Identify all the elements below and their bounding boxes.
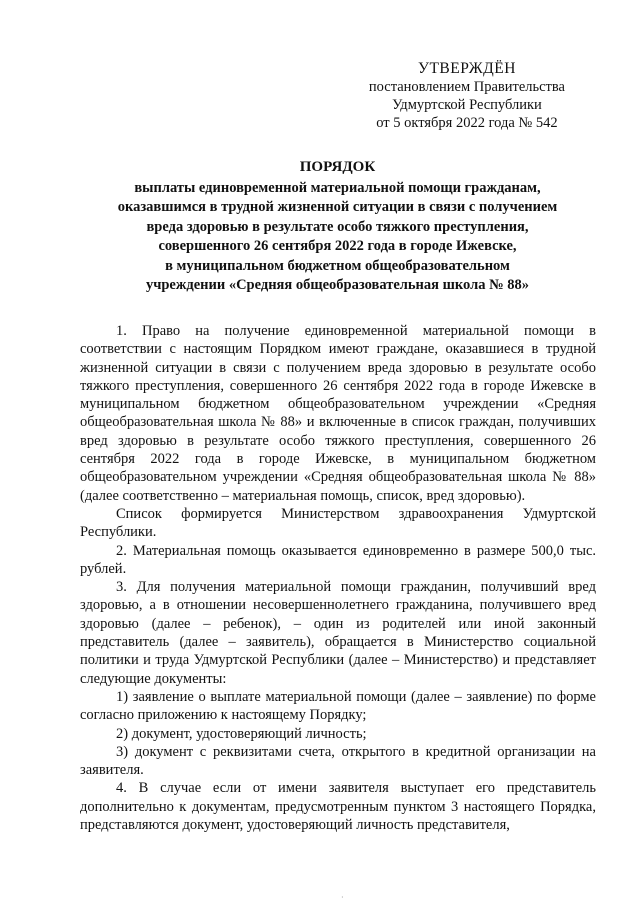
paragraph: 4. В случае если от имени заявителя выступает его представитель дополнительно к документам, предусмотренным пунктом 3 настоящего Порядка, представляются документ, удостоверяющий личность представителя, xyxy=(80,780,596,834)
scan-mark: · xyxy=(341,893,344,902)
paragraph: 1. Право на получение единовременной материальной помощи в соответствии с настоящим Порядком имеют граждане, оказавшиеся в трудной жизненной ситуации в связи с получением вреда здоровью в результате особо тяжкого преступления, совершенного 26 сентября 2022 года в городе Ижевске в муниципальном бюджетном общеобразовательном учреждении «Средняя общеобразовательная школа № 88» и включенные в список граждан, получивших вред здоровью в результате особо тяжкого преступления, совершенного 26 сентября 2022 года в городе Ижевске, в муниципальном бюджетном общеобразовательном учреждении «Средняя общеобразовательная школа № 88» (далее соответственно – материальная помощь, список, вред здоровью). xyxy=(80,323,596,504)
paragraph: 3. Для получения материальной помощи гражданин, получивший вред здоровью, а в отношении несовершеннолетнего гражданина, получившего вред здоровью (далее – ребенок), – один из родителей или иной законный представитель (далее – заявитель), обращается в Министерство социальной политики и труда Удмуртской Республики (далее – Министерство) и представляет следующие документы: xyxy=(80,579,596,687)
title-line: учреждении «Средняя общеобразовательная школа № 88» xyxy=(145,277,530,293)
paragraph: 2. Материальная помощь оказывается единовременно в размере 500,0 тыс. рублей. xyxy=(80,542,596,577)
title-heading: ПОРЯДОК xyxy=(299,159,376,175)
document-title xyxy=(70,158,605,296)
approval-line-3: от 5 октября 2022 года № 542 xyxy=(376,115,558,131)
paragraph: Список формируется Министерством здравоохранения Удмуртской Республики. xyxy=(80,505,596,541)
paragraph: 2) документ, удостоверяющий личность; xyxy=(116,725,367,742)
document-body xyxy=(80,322,596,834)
title-line: вреда здоровью в результате особо тяжкого преступления, xyxy=(146,218,529,235)
approval-line-2: Удмуртской Республики xyxy=(392,97,542,113)
approval-line-1: постановлением Правительства xyxy=(368,79,565,95)
approval-block xyxy=(369,60,565,132)
title-line: в муниципальном бюджетном общеобразовательном xyxy=(165,257,510,274)
approval-stamp: УТВЕРЖДЁН xyxy=(417,60,516,77)
paragraph: 3) документ с реквизитами счета, открытого в кредитной организации на заявителя. xyxy=(80,743,596,779)
title-line: выплаты единовременной материальной помощи гражданам, xyxy=(134,179,541,196)
title-line: совершенного 26 сентября 2022 года в городе Ижевске, xyxy=(158,238,517,254)
paragraph: 1) заявление о выплате материальной помощи (далее – заявление) по форме согласно приложению к настоящему Порядку; xyxy=(80,688,596,724)
title-line: оказавшимся в трудной жизненной ситуации в связи с получением xyxy=(117,199,558,215)
